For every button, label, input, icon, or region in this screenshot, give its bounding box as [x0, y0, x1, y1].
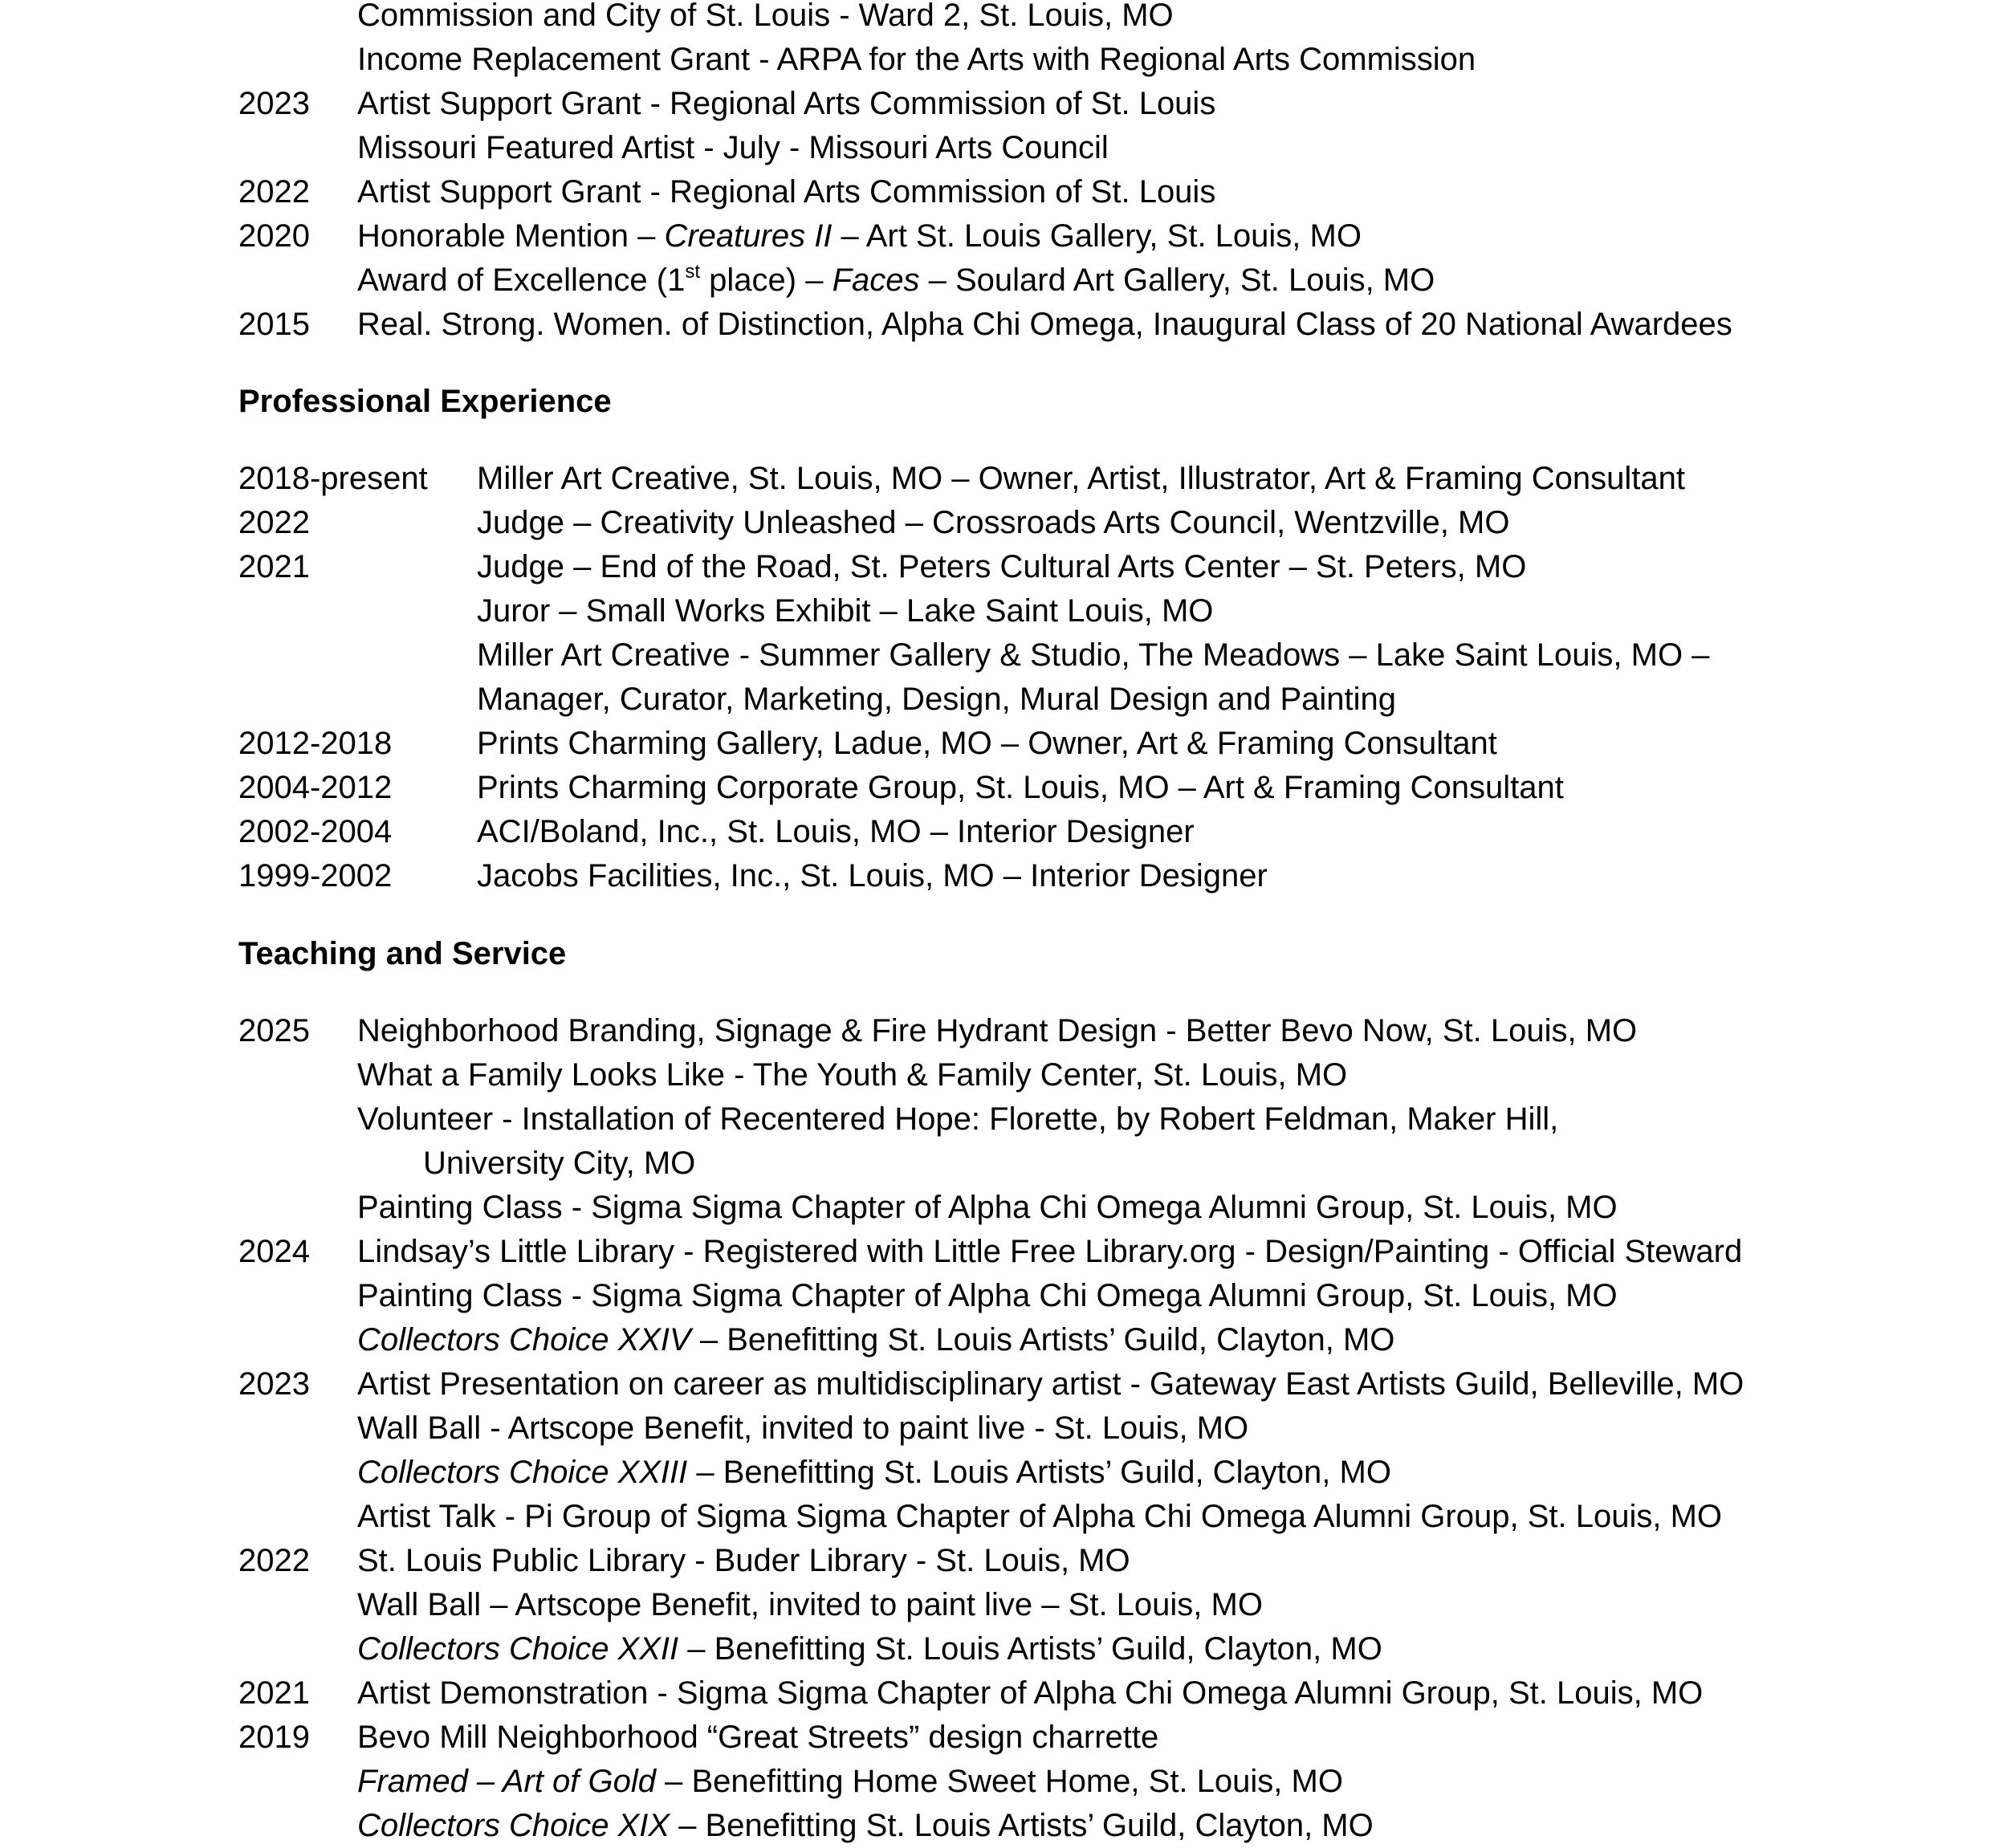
experience-text: ACI/Boland, Inc., St. Louis, MO – Interior Designer [477, 814, 1195, 849]
service-row [0, 1583, 2007, 1627]
event-title: Collectors Choice XIX [357, 1808, 670, 1843]
experience-row [0, 457, 2007, 501]
service-row [0, 1362, 2007, 1406]
service-row [0, 1274, 2007, 1318]
service-row [0, 1142, 2007, 1186]
service-text: Collectors Choice XIX – Benefitting St. Louis Artists’ Guild, Clayton, MO [357, 1808, 1374, 1843]
experience-row [0, 810, 2007, 854]
experience-years: 2004-2012 [238, 770, 393, 805]
service-year: 2021 [238, 1675, 310, 1711]
service-text: Collectors Choice XXIII – Benefitting St. Louis Artists’ Guild, Clayton, MO [357, 1455, 1391, 1490]
service-row [0, 1495, 2007, 1539]
experience-row [0, 854, 2007, 898]
service-year: 2022 [238, 1543, 310, 1578]
service-text: Volunteer - Installation of Recentered Hope: Florette, by Robert Feldman, Maker Hill, [357, 1101, 1559, 1137]
service-row [0, 1760, 2007, 1804]
service-text: Wall Ball - Artscope Benefit, invited to paint live - St. Louis, MO [357, 1410, 1249, 1446]
award-text: Artist Support Grant - Regional Arts Commission of St. Louis [357, 86, 1216, 121]
service-row [0, 1186, 2007, 1230]
service-text: Bevo Mill Neighborhood “Great Streets” design charrette [357, 1720, 1159, 1755]
experience-years: 2012-2018 [238, 726, 393, 761]
service-text: Collectors Choice XXIV – Benefitting St. Louis Artists’ Guild, Clayton, MO [357, 1322, 1395, 1358]
event-title: Collectors Choice XXIV [357, 1322, 691, 1358]
experience-row [0, 589, 2007, 633]
award-row [0, 38, 2007, 82]
experience-text: Prints Charming Gallery, Ladue, MO – Owner, Art & Framing Consultant [477, 726, 1497, 761]
award-text: Commission and City of St. Louis - Ward 2, St. Louis, MO [357, 0, 1174, 33]
experience-text: Juror – Small Works Exhibit – Lake Saint Louis, MO [477, 593, 1214, 629]
experience-years: 2021 [238, 549, 310, 584]
event-title: Collectors Choice XXII [357, 1631, 679, 1667]
service-year: 2019 [238, 1720, 310, 1755]
experience-text: Jacobs Facilities, Inc., St. Louis, MO – Interior Designer [477, 858, 1268, 893]
experience-row [0, 501, 2007, 545]
award-text: Real. Strong. Women. of Distinction, Alpha Chi Omega, Inaugural Class of 20 National Awardees [357, 307, 1732, 342]
ordinal-suffix: st [685, 261, 701, 283]
service-text: Neighborhood Branding, Signage & Fire Hydrant Design - Better Bevo Now, St. Louis, MO [357, 1013, 1638, 1048]
experience-text: Miller Art Creative, St. Louis, MO – Owner, Artist, Illustrator, Art & Framing Consultant [477, 461, 1685, 496]
experience-years: 1999-2002 [238, 858, 393, 893]
award-row [0, 82, 2007, 126]
award-text: Missouri Featured Artist - July - Missouri Arts Council [357, 130, 1109, 165]
event-title: Collectors Choice XXIII [357, 1455, 688, 1490]
service-row [0, 1627, 2007, 1671]
service-row [0, 1097, 2007, 1142]
service-row [0, 1671, 2007, 1716]
experience-row [0, 545, 2007, 589]
experience-row [0, 633, 2007, 678]
section-heading-professional: Professional Experience [238, 384, 612, 419]
service-row [0, 1318, 2007, 1362]
service-text: Lindsay’s Little Library - Registered with Little Free Library.org - Design/Painting - Official Steward [357, 1234, 1743, 1269]
service-row [0, 1406, 2007, 1451]
service-text: Wall Ball – Artscope Benefit, invited to paint live – St. Louis, MO [357, 1587, 1263, 1622]
award-year: 2020 [238, 218, 310, 254]
service-text: Painting Class - Sigma Sigma Chapter of Alpha Chi Omega Alumni Group, St. Louis, MO [357, 1278, 1618, 1313]
experience-text: Judge – End of the Road, St. Peters Cultural Arts Center – St. Peters, MO [477, 549, 1527, 584]
experience-row [0, 678, 2007, 722]
experience-row [0, 766, 2007, 810]
award-year: 2015 [238, 307, 310, 342]
award-row [0, 303, 2007, 347]
service-text: Painting Class - Sigma Sigma Chapter of Alpha Chi Omega Alumni Group, St. Louis, MO [357, 1190, 1618, 1225]
award-title: Creatures II [664, 218, 833, 254]
service-year: 2024 [238, 1234, 310, 1269]
service-text: Framed – Art of Gold – Benefitting Home Sweet Home, St. Louis, MO [357, 1764, 1343, 1799]
experience-text: Judge – Creativity Unleashed – Crossroads Arts Council, Wentzville, MO [477, 505, 1510, 540]
service-text: Artist Presentation on career as multidisciplinary artist - Gateway East Artists Guild, Belleville, MO [357, 1366, 1744, 1402]
award-title: Faces [832, 263, 920, 298]
award-year: 2022 [238, 174, 310, 210]
service-text: Artist Talk - Pi Group of Sigma Sigma Chapter of Alpha Chi Omega Alumni Group, St. Louis, MO [357, 1499, 1722, 1534]
service-year: 2025 [238, 1013, 310, 1048]
service-row [0, 1230, 2007, 1274]
experience-years: 2018-present [238, 461, 428, 496]
service-text: What a Family Looks Like - The Youth & Family Center, St. Louis, MO [357, 1057, 1348, 1093]
award-row [0, 170, 2007, 214]
service-text: St. Louis Public Library - Buder Library - St. Louis, MO [357, 1543, 1130, 1578]
experience-years: 2022 [238, 505, 310, 540]
service-text: Collectors Choice XXII – Benefitting St. Louis Artists’ Guild, Clayton, MO [357, 1631, 1382, 1667]
service-text: University City, MO [423, 1146, 696, 1181]
experience-text: Manager, Curator, Marketing, Design, Mural Design and Painting [477, 682, 1397, 717]
award-text: Award of Excellence (1st place) – Faces – Soulard Art Gallery, St. Louis, MO [357, 261, 1435, 298]
award-text: Artist Support Grant - Regional Arts Commission of St. Louis [357, 174, 1216, 210]
award-text: Income Replacement Grant - ARPA for the Arts with Regional Arts Commission [357, 42, 1476, 77]
service-year: 2023 [238, 1366, 310, 1402]
experience-text: Miller Art Creative - Summer Gallery & Studio, The Meadows – Lake Saint Louis, MO – [477, 637, 1710, 673]
service-row [0, 1716, 2007, 1760]
section-heading-teaching: Teaching and Service [238, 936, 567, 971]
service-row [0, 1053, 2007, 1097]
award-year: 2023 [238, 86, 310, 121]
experience-years: 2002-2004 [238, 814, 393, 849]
event-title: Framed – Art of Gold [357, 1764, 656, 1799]
award-row [0, 0, 2007, 38]
service-text: Artist Demonstration - Sigma Sigma Chapter of Alpha Chi Omega Alumni Group, St. Louis, MO [357, 1675, 1704, 1711]
award-row [0, 214, 2007, 258]
service-row [0, 1539, 2007, 1583]
service-row [0, 1451, 2007, 1495]
award-text: Honorable Mention – Creatures II – Art St. Louis Gallery, St. Louis, MO [357, 218, 1362, 254]
service-row [0, 1009, 2007, 1053]
award-row [0, 258, 2007, 303]
award-row [0, 126, 2007, 170]
experience-text: Prints Charming Corporate Group, St. Louis, MO – Art & Framing Consultant [477, 770, 1564, 805]
experience-row [0, 722, 2007, 766]
